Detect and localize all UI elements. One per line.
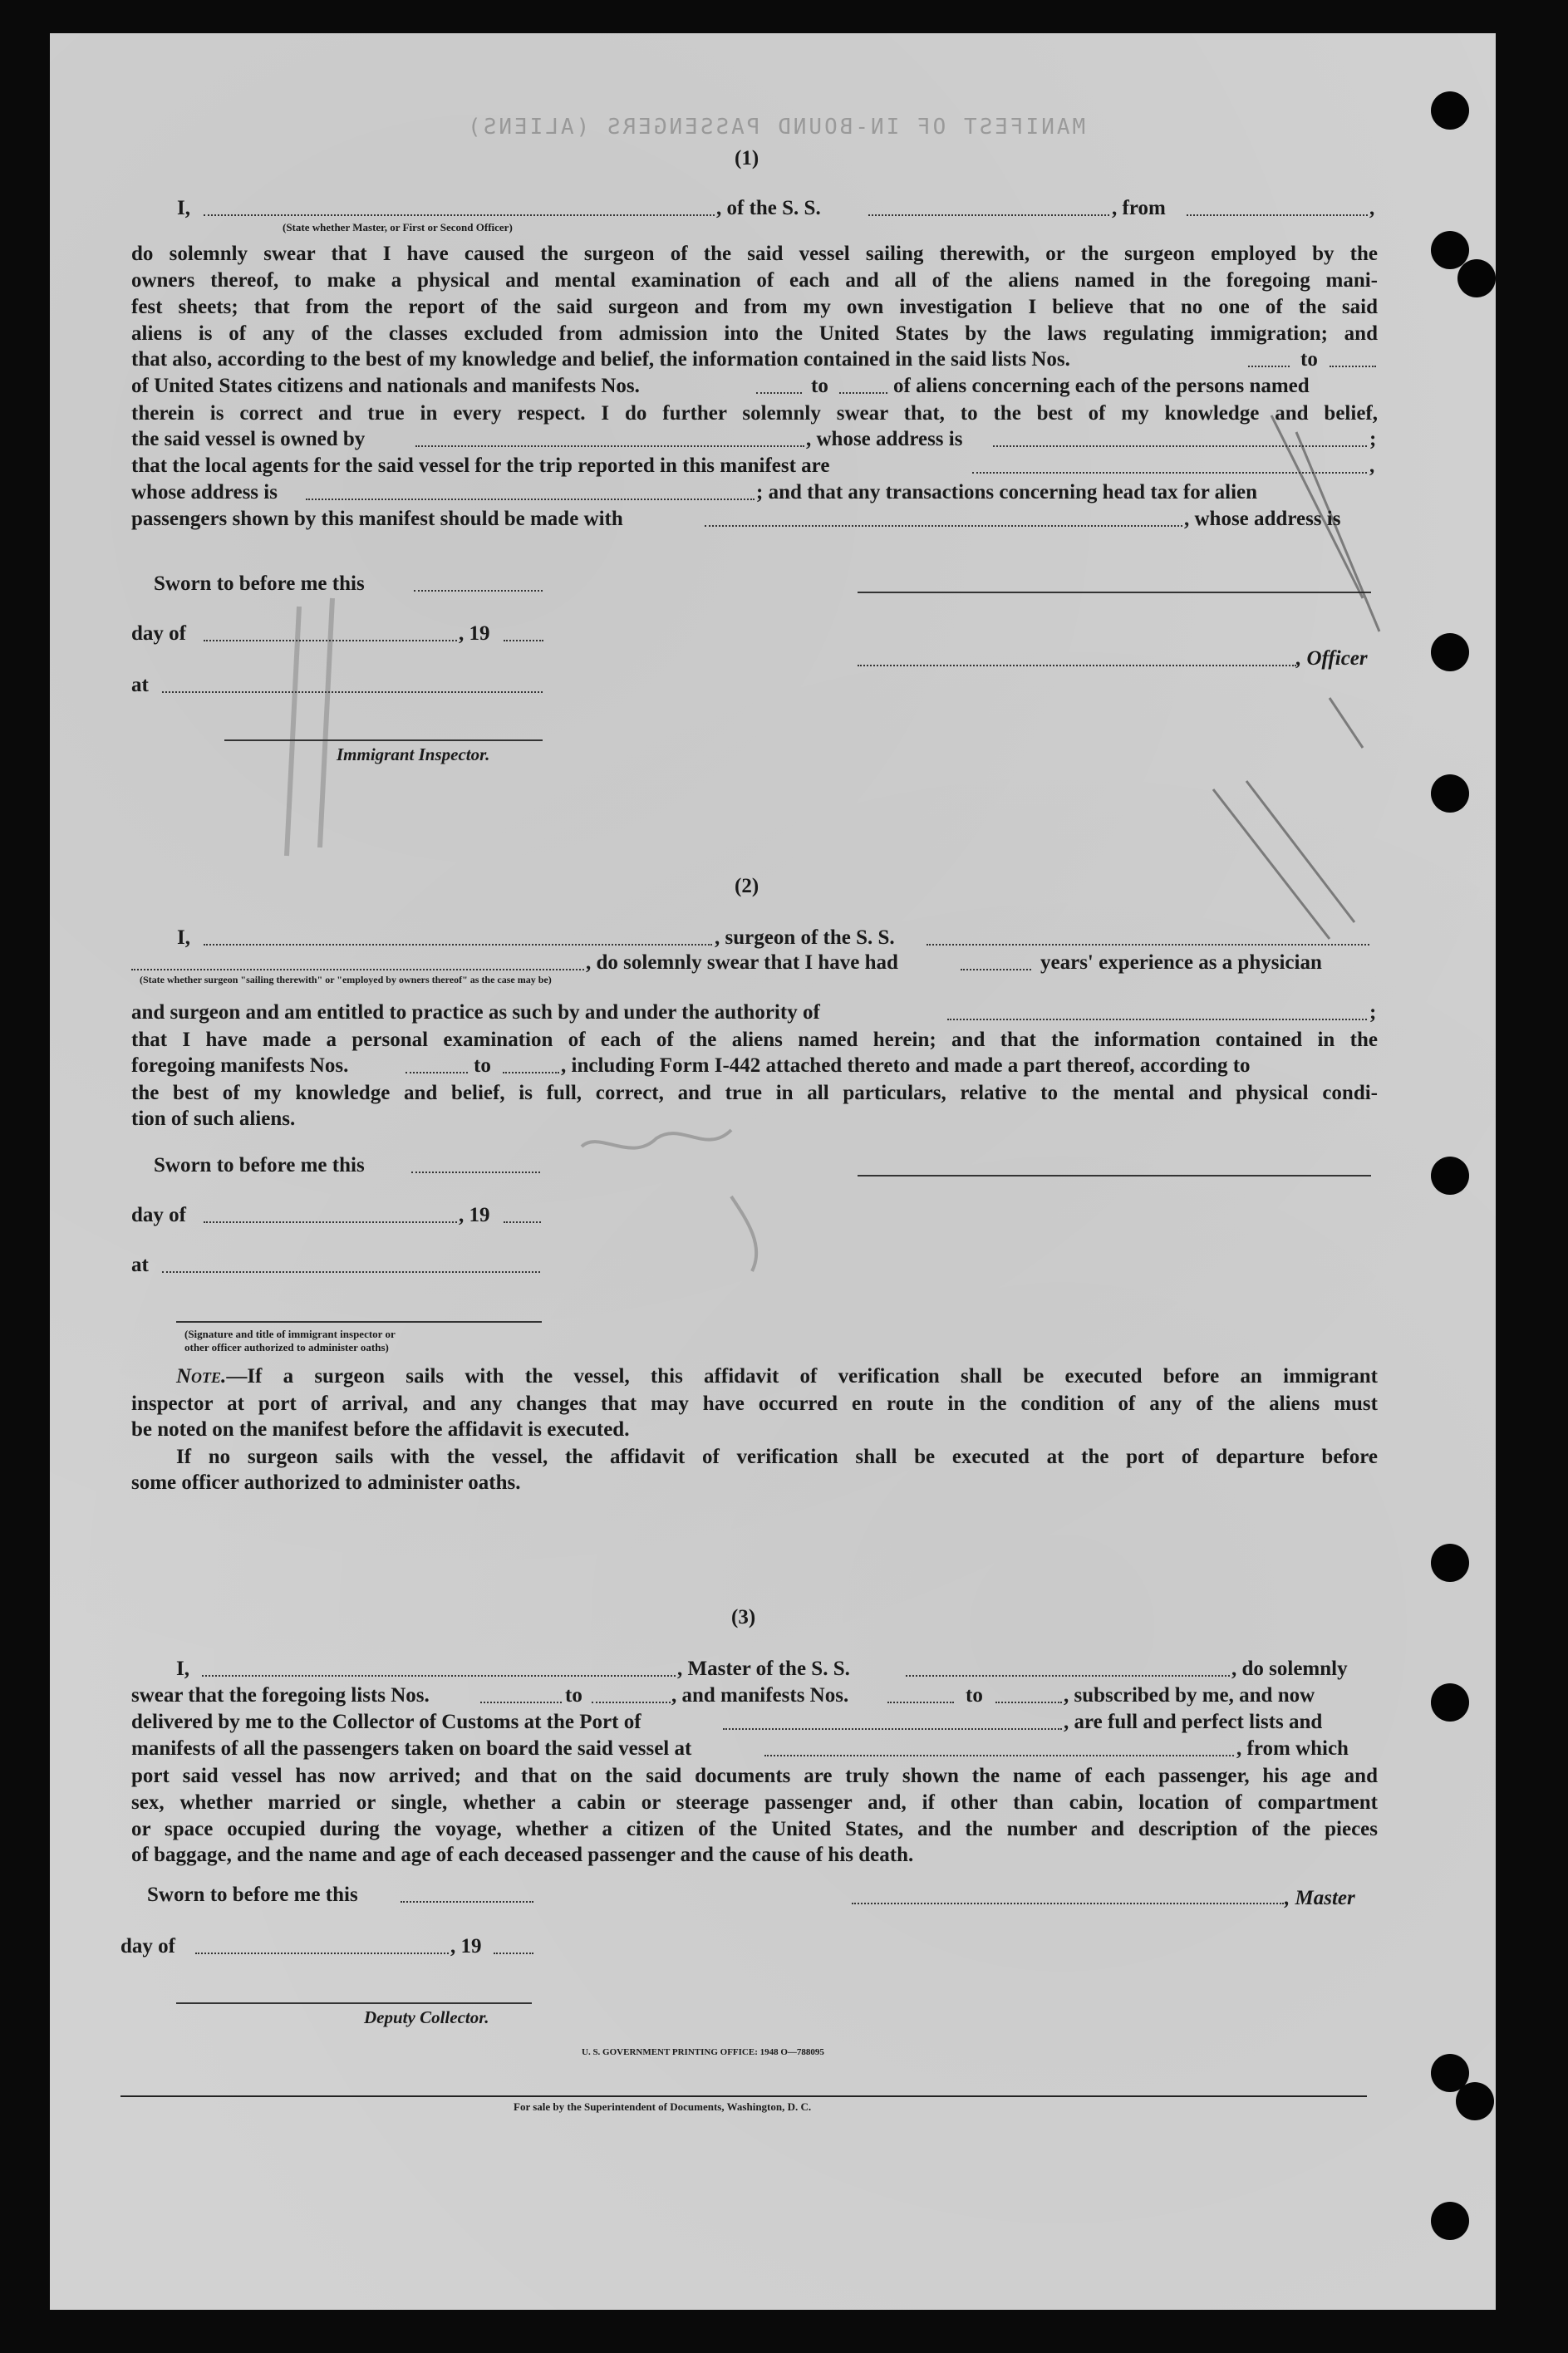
s2-surgeon-caption: (State whether surgeon "sailing therewith" or "employed by owners thereof" as the case may be)	[140, 974, 552, 985]
s1-whose-text: whose address is	[131, 481, 278, 504]
s1-owned-text: the said vessel is owned by	[131, 428, 366, 450]
s1-sworn-label: Sworn to before me this	[154, 572, 365, 595]
s3-last-line: of baggage, and the name and age of each deceased passenger and the cause of his death.	[131, 1844, 914, 1866]
s2-sig-caption-1: (Signature and title of immigrant inspector or	[184, 1328, 396, 1340]
s2-years-text: years' experience as a physician	[1040, 951, 1322, 974]
s1-of-ss-label: , of the S. S.	[716, 197, 821, 219]
s1-at-label: at	[131, 674, 149, 696]
s3-text-line: or space occupied during the voyage, whether a citizen of the United States, and the number and description of the pieces	[131, 1818, 1378, 1840]
s1-text-line: fest sheets; that from the report of the said surgeon and from my own investigation I believe that no one of the said	[131, 296, 1378, 318]
s2-note-line: be noted on the manifest before the affidavit is executed.	[131, 1418, 630, 1441]
s2-day-of-label: day of	[131, 1204, 186, 1226]
s3-solemnly-label: , do solemnly	[1231, 1658, 1348, 1680]
printing-office-line: U. S. GOVERNMENT PRINTING OFFICE: 1948 O—788095	[582, 2047, 824, 2057]
s3-lists-to-label: to	[565, 1684, 582, 1707]
s1-day-of-label: day of	[131, 622, 186, 645]
s2-note-line: inspector at port of arrival, and any changes that may have occurred en route in the condition of any of the aliens must	[131, 1393, 1378, 1415]
s3-master-ss-label: , Master of the S. S.	[677, 1658, 850, 1680]
s3-swear-text: swear that the foregoing lists Nos.	[131, 1684, 430, 1707]
s3-i-label: I,	[176, 1658, 189, 1680]
s3-manifests-text: manifests of all the passengers taken on board the said vessel at	[131, 1737, 692, 1760]
s3-manifests-end: , from which	[1236, 1737, 1349, 1760]
s1-i-label: I,	[177, 197, 190, 219]
s3-subscribed-text: , subscribed by me, and now	[1064, 1684, 1315, 1707]
section-2-number: (2)	[735, 875, 759, 897]
s1-year-label: , 19	[459, 622, 490, 645]
s2-authority-text: and surgeon and am entitled to practice as such by and under the authority of	[131, 1001, 820, 1024]
s1-agents-end: ,	[1369, 454, 1375, 477]
s1-whose-end: ; and that any transactions concerning head tax for alien	[756, 481, 1258, 504]
s2-tion-text: tion of such aliens.	[131, 1108, 296, 1130]
s2-at-label: at	[131, 1254, 149, 1276]
s1-officer-label: , Officer	[1296, 647, 1368, 670]
s3-delivered-end: , are full and perfect lists and	[1064, 1711, 1323, 1733]
s3-text-line: sex, whether married or single, whether a cabin or steerage passenger and, if other than cabin, location of compartment	[131, 1791, 1378, 1814]
s2-year-label: , 19	[459, 1204, 490, 1226]
section-1-number: (1)	[735, 147, 759, 169]
s2-swear-text: , do solemnly swear that I have had	[586, 951, 898, 974]
s1-passengers-end: , whose address is	[1184, 508, 1341, 530]
s2-foregoing-to-label: to	[474, 1054, 491, 1077]
s1-lists-text: that also, according to the best of my knowledge and belief, the information contained in the said lists Nos.	[131, 348, 1070, 371]
s3-year-label: , 19	[450, 1935, 482, 1958]
s2-sworn-label: Sworn to before me this	[154, 1154, 365, 1176]
s3-manifests-label: , and manifests Nos.	[671, 1684, 849, 1707]
s2-note2-line: some officer authorized to administer oaths.	[131, 1471, 521, 1494]
s3-master-label: , Master	[1285, 1887, 1355, 1909]
s1-citizens-text: of United States citizens and nationals and manifests Nos.	[131, 375, 640, 397]
section-3-number: (3)	[731, 1606, 756, 1628]
s1-lists-to-label: to	[1300, 348, 1318, 371]
s1-comma: ,	[1369, 197, 1375, 219]
s1-from-label: , from	[1112, 197, 1166, 219]
s1-text-line: owners thereof, to make a physical and mental examination of each and all of the aliens named in the foregoing mani-	[131, 269, 1378, 292]
s1-text-line: aliens is of any of the classes excluded from admission into the United States by the laws regulating immigration; and	[131, 322, 1378, 345]
s1-therein-text: therein is correct and true in every respect. I do further solemnly swear that, to the best of my knowledge and belief,	[131, 402, 1378, 425]
s3-deputy-label: Deputy Collector.	[364, 2007, 489, 2027]
s2-note2-line: If no surgeon sails with the vessel, the affidavit of verification shall be executed at the port of departure before	[176, 1446, 1378, 1468]
s2-surgeon-ss-label: , surgeon of the S. S.	[715, 926, 895, 949]
s2-note-text: —If a surgeon sails with the vessel, this affidavit of verification shall be executed before an immigrant	[226, 1365, 1378, 1388]
s2-sig-caption-2: other officer authorized to administer oaths)	[184, 1341, 389, 1353]
s1-citizens-end: of aliens concerning each of the persons named	[893, 375, 1310, 397]
s1-agents-text: that the local agents for the said vessel for the trip reported in this manifest are	[131, 454, 830, 477]
s1-passengers-text: passengers shown by this manifest should be made with	[131, 508, 623, 530]
s2-foregoing-text: foregoing manifests Nos.	[131, 1054, 349, 1077]
s2-i-label: I,	[177, 926, 190, 949]
s3-manifests-to-label: to	[966, 1684, 983, 1707]
s1-officer-caption: (State whether Master, or First or Second Officer)	[283, 221, 513, 233]
s2-examination-text: that I have made a personal examination of each of the aliens named herein; and that the information contained in the	[131, 1029, 1378, 1051]
s2-authority-end: ;	[1369, 1001, 1377, 1024]
s2-note-label: Note.	[176, 1365, 227, 1388]
s3-sworn-label: Sworn to before me this	[147, 1884, 358, 1906]
s3-text-line: port said vessel has now arrived; and that on the said documents are truly shown the name of each passenger, his age and	[131, 1765, 1378, 1787]
s1-inspector-label: Immigrant Inspector.	[337, 744, 490, 764]
s1-manifests-to-label: to	[811, 375, 828, 397]
s2-foregoing-end: , including Form I-442 attached thereto and made a part thereof, according to	[561, 1054, 1251, 1077]
s3-day-of-label: day of	[120, 1935, 175, 1958]
s3-delivered-text: delivered by me to the Collector of Customs at the Port of	[131, 1711, 641, 1733]
s1-owned-end: ;	[1369, 428, 1377, 450]
s1-text-line: do solemnly swear that I have caused the surgeon of the said vessel sailing therewith, or the surgeon employed by the	[131, 243, 1378, 265]
s2-best-text: the best of my knowledge and belief, is full, correct, and true in all particulars, relative to the mental and physical condi-	[131, 1082, 1378, 1104]
bleed-through-title: MANIFEST OF IN-BOUND PASSENGERS (ALIENS)	[465, 115, 1086, 140]
s1-owner-address-label: , whose address is	[806, 428, 963, 450]
for-sale-line: For sale by the Superintendent of Documents, Washington, D. C.	[514, 2100, 812, 2113]
